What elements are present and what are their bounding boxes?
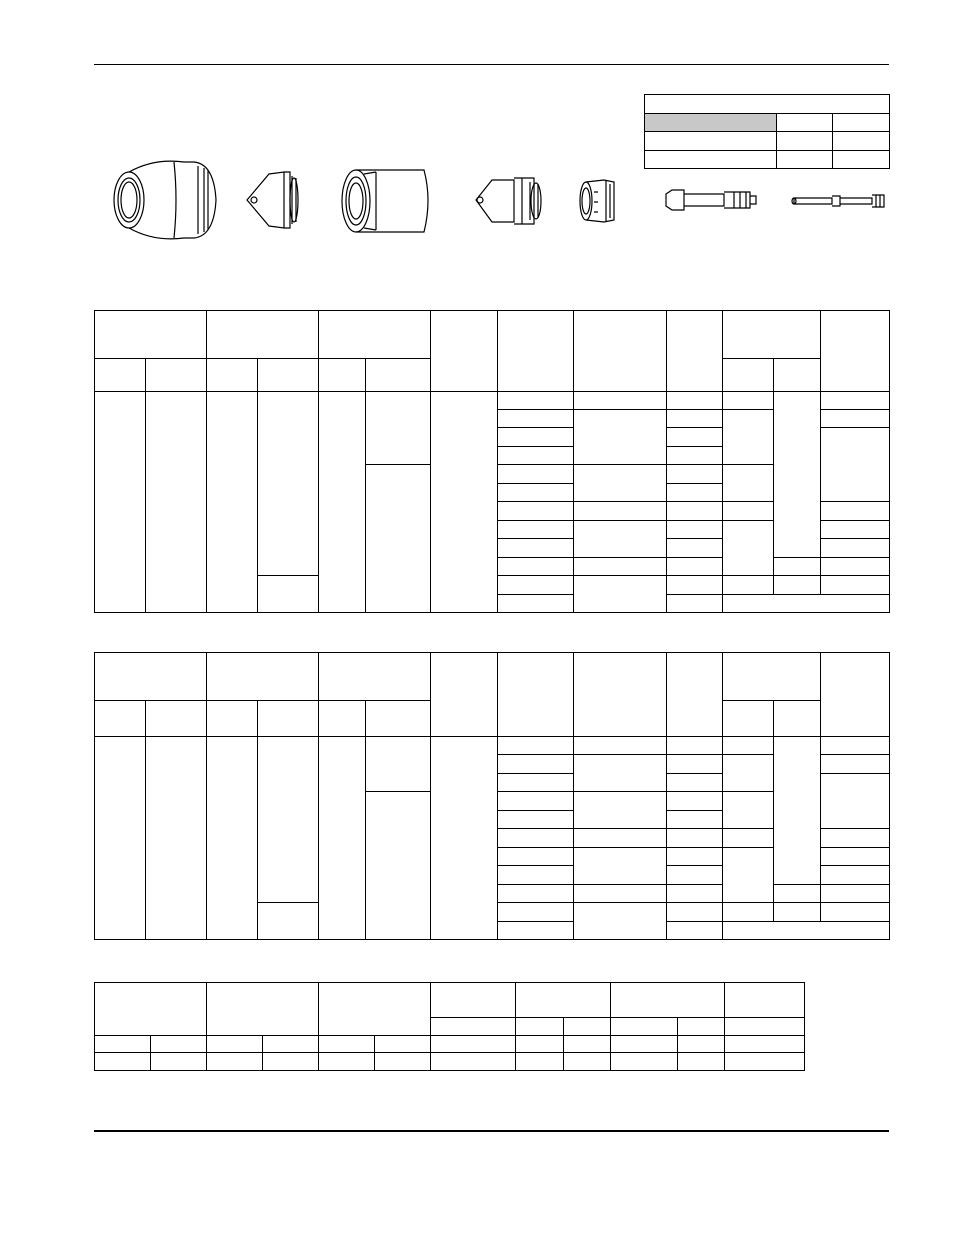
table-cell [821, 829, 890, 848]
table-cell [667, 447, 723, 465]
table-cell [498, 595, 574, 613]
legend-shaded-cell [645, 114, 777, 132]
table-cell [725, 1053, 805, 1071]
table-cell [667, 465, 723, 484]
table-cell [667, 829, 723, 848]
header-cell [207, 983, 319, 1036]
subheader-cell [678, 1018, 725, 1036]
header-cell [207, 311, 319, 359]
table-cell [821, 885, 890, 903]
header-cell [821, 311, 890, 392]
table-cell [498, 539, 574, 558]
header-cell [319, 653, 431, 701]
table-cell [498, 558, 574, 576]
table-cell [564, 1053, 611, 1071]
legend-cell [645, 132, 777, 151]
retaining-cap-icon [342, 170, 428, 232]
table-cell [498, 392, 574, 410]
table-cell [667, 484, 723, 502]
table-cell [498, 737, 574, 755]
table-cell [678, 1036, 725, 1053]
table-cell [821, 428, 890, 502]
table-cell [574, 392, 667, 410]
subheader-cell [516, 1018, 564, 1036]
header-cell [725, 983, 805, 1018]
table-cell [516, 1053, 564, 1071]
table-cell [574, 755, 667, 792]
parts-table-c [94, 982, 805, 1071]
header-cell [667, 311, 723, 392]
table-cell [667, 558, 723, 576]
table-cell [207, 737, 258, 940]
table-cell [258, 392, 319, 576]
table-cell [375, 1036, 431, 1053]
subheader-cell [319, 701, 366, 737]
table-cell [574, 521, 667, 558]
table-cell [723, 737, 774, 755]
table-cell [821, 903, 890, 922]
table-cell [821, 576, 890, 595]
nozzle-icon [476, 178, 541, 224]
header-cell [574, 653, 667, 737]
table-cell [498, 502, 574, 521]
legend-cell [776, 132, 832, 151]
table-cell [319, 737, 366, 940]
header-cell [319, 311, 431, 359]
table-cell [498, 922, 574, 940]
table-cell [723, 829, 774, 848]
electrode-icon [666, 190, 756, 210]
header-cell [723, 311, 821, 359]
header-cell [95, 311, 207, 359]
table-cell [723, 576, 774, 595]
table-cell [723, 903, 774, 922]
table-cell [821, 539, 890, 558]
subheader-cell [366, 359, 431, 392]
table-cell [366, 392, 431, 465]
header-cell [723, 653, 821, 701]
header-cell [667, 653, 723, 737]
table-cell [498, 465, 574, 484]
table-cell [774, 558, 821, 576]
table-cell [574, 502, 667, 521]
header-cell [498, 311, 574, 392]
legend-cell [832, 132, 889, 151]
table-cell [821, 774, 890, 829]
table-cell [319, 1036, 375, 1053]
subheader-cell [723, 359, 774, 392]
table-cell [146, 737, 207, 940]
table-cell [258, 576, 319, 613]
table-cell [498, 428, 574, 447]
table-cell [263, 1053, 319, 1071]
table-cell [498, 484, 574, 502]
table-cell [207, 392, 258, 613]
table-cell [821, 392, 890, 410]
table-cell [146, 392, 207, 613]
table-cell [667, 922, 723, 940]
table-cell [667, 848, 723, 866]
subheader-cell [725, 1018, 805, 1036]
subheader-cell [258, 359, 319, 392]
subheader-cell [207, 701, 258, 737]
table-cell [498, 521, 574, 539]
table-cell [667, 502, 723, 521]
table-cell [774, 737, 821, 885]
table-cell [574, 410, 667, 465]
table-cell [498, 774, 574, 792]
table-cell [667, 392, 723, 410]
header-cell [498, 653, 574, 737]
table-cell [667, 792, 723, 811]
water-tube-icon [792, 195, 884, 207]
table-cell [667, 428, 723, 447]
table-cell [723, 755, 774, 792]
table-cell [498, 829, 574, 848]
table-cell [207, 1036, 263, 1053]
shield-icon [114, 161, 216, 239]
table-cell [574, 903, 667, 940]
legend-cell [776, 114, 832, 132]
table-cell [574, 558, 667, 576]
table-cell [821, 866, 890, 885]
table-cell [723, 465, 774, 502]
subheader-cell [774, 701, 821, 737]
table-cell [498, 792, 574, 811]
parts-table-b [94, 652, 890, 940]
table-cell [366, 737, 431, 792]
table-cell [151, 1053, 207, 1071]
header-cell [95, 983, 207, 1036]
table-cell [498, 755, 574, 774]
table-cell [258, 737, 319, 903]
header-cell [95, 653, 207, 701]
table-cell [667, 595, 723, 613]
header-rule [94, 64, 889, 65]
table-cell [667, 903, 723, 922]
table-cell [723, 922, 890, 940]
header-cell [431, 983, 516, 1018]
table-cell [678, 1053, 725, 1071]
table-cell [431, 1053, 516, 1071]
table-cell [774, 903, 821, 922]
header-cell [611, 983, 725, 1018]
table-cell [574, 576, 667, 613]
subheader-cell [95, 701, 146, 737]
subheader-cell [366, 701, 431, 737]
table-cell [498, 447, 574, 465]
nozzle-cap-icon [247, 172, 298, 228]
subheader-cell [723, 701, 774, 737]
subheader-cell [774, 359, 821, 392]
table-cell [667, 755, 723, 774]
table-cell [723, 410, 774, 465]
header-cell [431, 311, 498, 392]
table-cell [821, 755, 890, 774]
table-cell [667, 539, 723, 558]
table-cell [821, 521, 890, 539]
table-cell [667, 737, 723, 755]
table-cell [821, 737, 890, 755]
table-cell [574, 465, 667, 502]
subheader-cell [207, 359, 258, 392]
table-cell [498, 866, 574, 885]
table-cell [574, 885, 667, 903]
header-cell [319, 983, 431, 1036]
table-cell [723, 848, 774, 903]
subheader-cell [611, 1018, 678, 1036]
table-cell [431, 1036, 516, 1053]
table-cell [821, 848, 890, 866]
table-cell [723, 521, 774, 576]
table-cell [667, 811, 723, 829]
table-cell [574, 737, 667, 755]
table-cell [774, 576, 821, 595]
table-cell [366, 792, 431, 940]
subheader-cell [146, 359, 207, 392]
table-cell [431, 737, 498, 940]
table-cell [821, 558, 890, 576]
legend-title-cell [645, 95, 890, 114]
table-cell [611, 1036, 678, 1053]
table-cell [667, 866, 723, 885]
subheader-cell [319, 359, 366, 392]
table-cell [667, 576, 723, 595]
table-cell [611, 1053, 678, 1071]
table-cell [207, 1053, 263, 1071]
table-cell [667, 521, 723, 539]
table-cell [258, 903, 319, 940]
table-cell [319, 1053, 375, 1071]
subheader-cell [564, 1018, 611, 1036]
table-cell [95, 392, 146, 613]
parts-table-a [94, 310, 890, 613]
table-cell [821, 502, 890, 521]
table-cell [95, 1036, 151, 1053]
table-cell [723, 392, 774, 410]
table-cell [95, 737, 146, 940]
table-cell [498, 903, 574, 922]
table-cell [498, 410, 574, 428]
header-cell [207, 653, 319, 701]
table-cell [319, 392, 366, 613]
table-cell [366, 465, 431, 613]
table-cell [667, 885, 723, 903]
table-cell [564, 1036, 611, 1053]
footer-rule [94, 1130, 889, 1132]
subheader-cell [431, 1018, 516, 1036]
table-cell [725, 1036, 805, 1053]
table-cell [774, 392, 821, 558]
table-cell [95, 1053, 151, 1071]
consumable-parts-illustration [94, 150, 889, 250]
table-cell [375, 1053, 431, 1071]
table-cell [574, 829, 667, 848]
table-cell [723, 502, 774, 521]
table-cell [723, 792, 774, 829]
table-cell [774, 885, 821, 903]
subheader-cell [258, 701, 319, 737]
table-cell [821, 410, 890, 428]
table-cell [574, 792, 667, 829]
header-cell [821, 653, 890, 737]
table-cell [498, 811, 574, 829]
subheader-cell [95, 359, 146, 392]
legend-cell [832, 114, 889, 132]
table-cell [723, 595, 890, 613]
table-cell [498, 885, 574, 903]
table-cell [667, 774, 723, 792]
header-cell [516, 983, 611, 1018]
header-cell [574, 311, 667, 392]
table-cell [263, 1036, 319, 1053]
swirl-ring-icon [580, 180, 614, 222]
table-cell [431, 392, 498, 613]
table-cell [498, 576, 574, 595]
table-cell [574, 848, 667, 885]
table-cell [498, 848, 574, 866]
subheader-cell [146, 701, 207, 737]
table-cell [667, 410, 723, 428]
table-cell [516, 1036, 564, 1053]
table-cell [151, 1036, 207, 1053]
header-cell [431, 653, 498, 737]
